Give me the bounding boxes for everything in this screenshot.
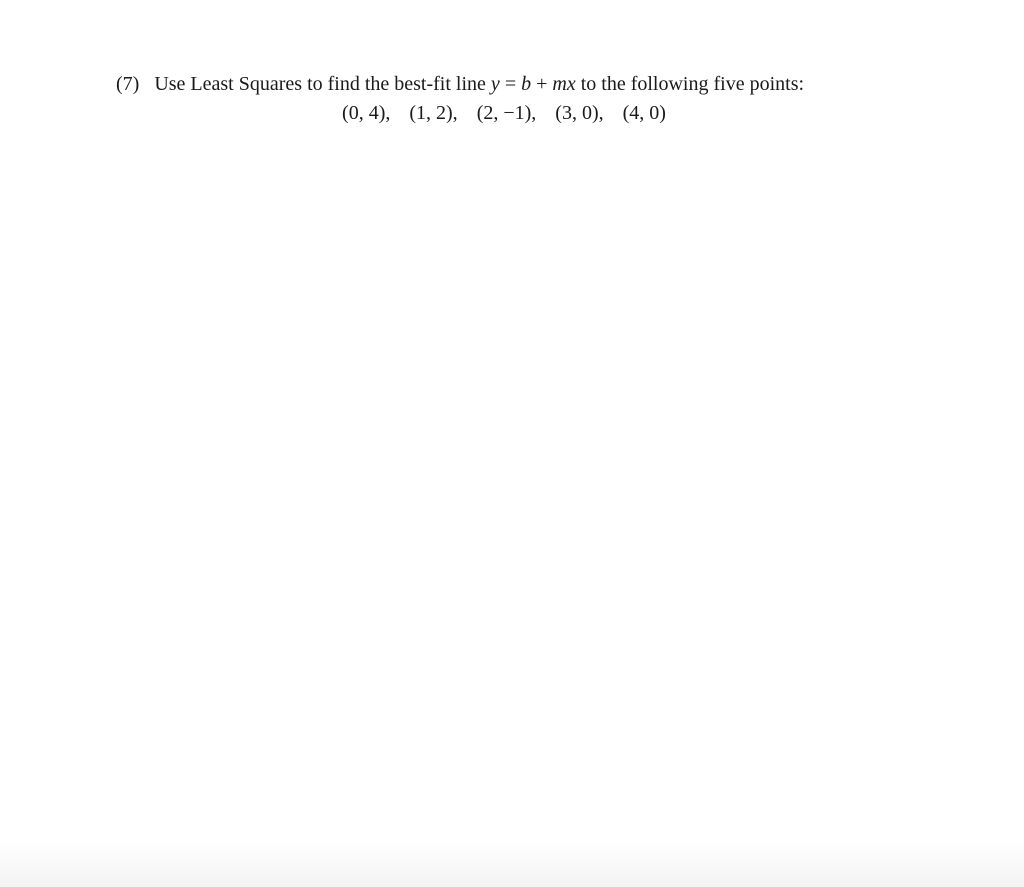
equation-x: x [566,73,576,95]
point-item: (2, −1), [476,102,537,124]
points-list [0,99,1008,127]
problem-statement [116,70,916,98]
point-item: (4, 0) [622,102,666,124]
line-equation [491,73,581,95]
equation-plus: + [536,73,548,95]
point-item: (1, 2), [409,102,458,124]
equation-equals: = [504,73,517,95]
equation-y: y [490,73,500,95]
problem-text-after: to the following five points: [580,73,805,95]
problem-line [116,70,916,98]
equation-m: m [552,73,567,95]
point-item: (0, 4), [342,102,391,124]
equation-b: b [521,73,532,95]
point-item: (3, 0), [555,102,604,124]
problem-number: (7) [116,73,140,95]
problem-text-before: Use Least Squares to find the best-fit line [154,73,486,95]
